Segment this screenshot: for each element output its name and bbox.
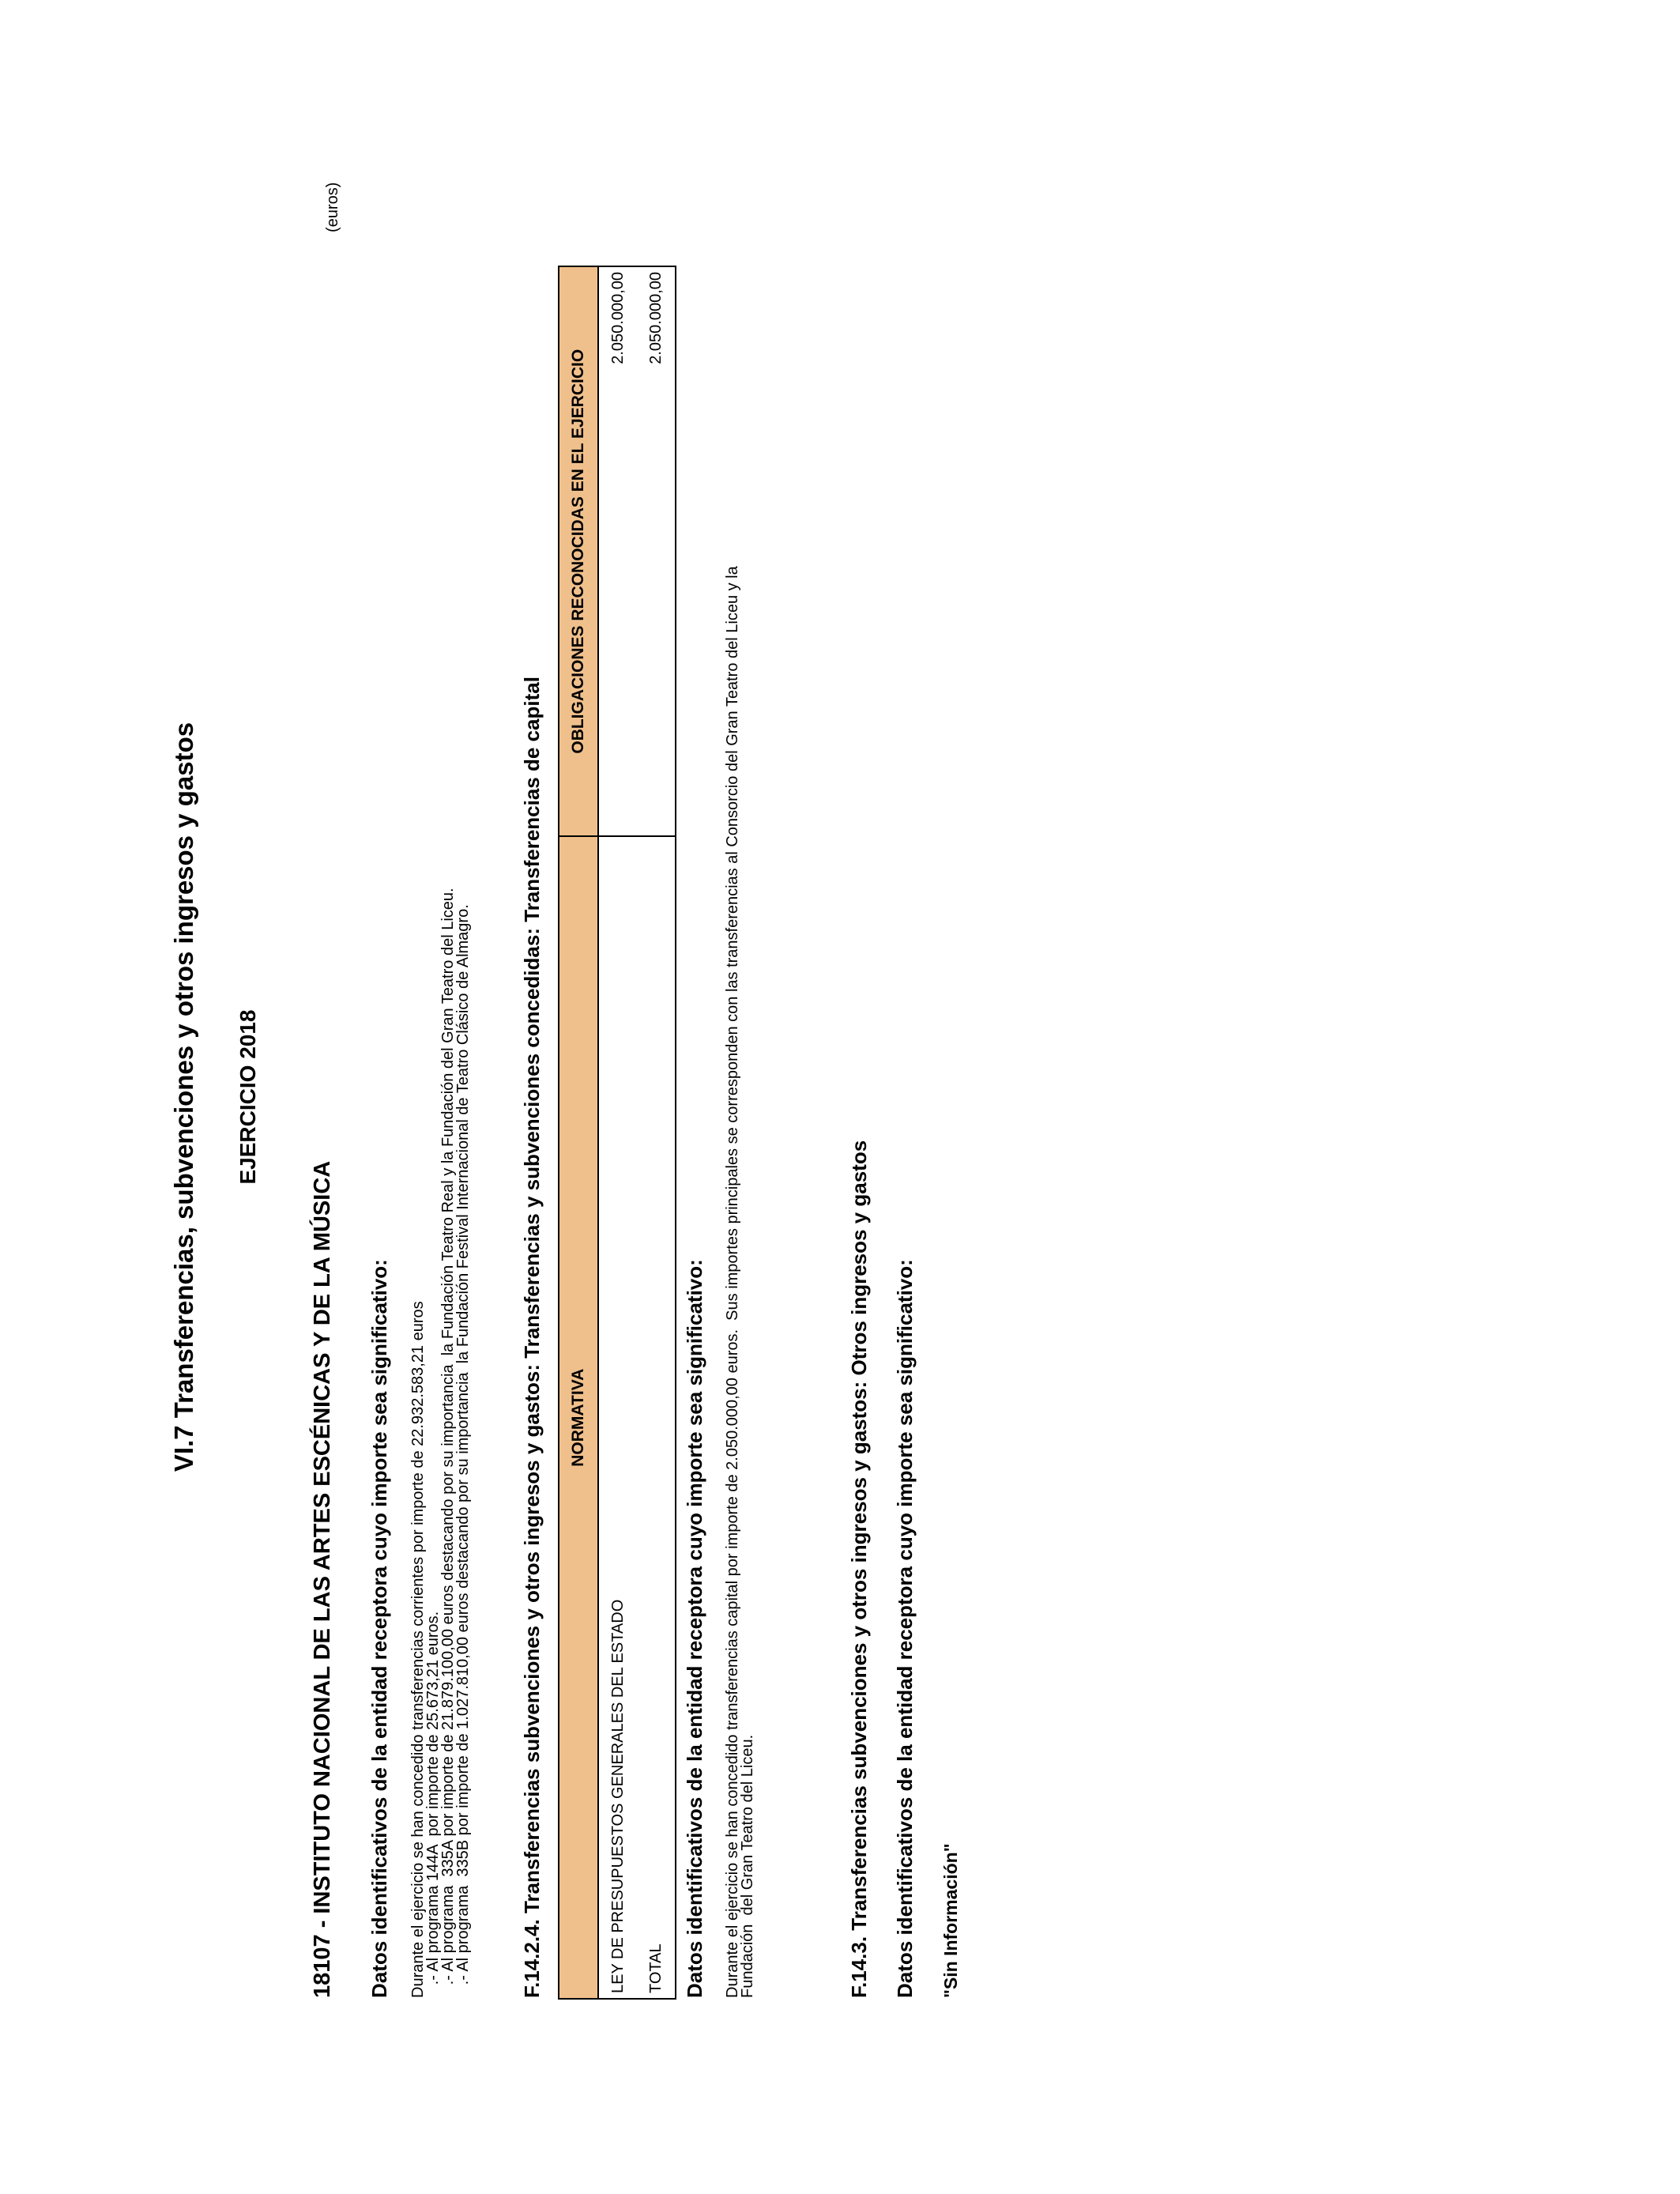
- current-transfers-line-4: .- Al programa 335B por importe de 1.027.810,00 euros destacando por su importancia la Fundación Festival Internacional de Teatro Clásico de Almagro.: [454, 904, 472, 1998]
- capital-transfers-table: [558, 266, 676, 2000]
- entity-name: 18107 - INSTITUTO NACIONAL DE LAS ARTES ESCÉNICAS Y DE LA MÚSICA: [310, 1160, 335, 1998]
- cell-normativa-total: TOTAL: [637, 836, 676, 1999]
- cell-obligaciones: 2.050.000,00: [598, 266, 637, 836]
- capital-transfers-receptor-heading: Datos identificativos de la entidad receptora cuyo importe sea significativo:: [683, 1259, 706, 1998]
- current-transfers-receptor-heading: Datos identificativos de la entidad receptora cuyo importe sea significativo:: [367, 1259, 391, 1998]
- cell-normativa: LEY DE PRESUPUESTOS GENERALES DEL ESTADO: [598, 836, 637, 1999]
- other-income-receptor-heading: Datos identificativos de la entidad receptora cuyo importe sea significativo:: [893, 1259, 917, 1998]
- current-transfers-line-3: .- Al programa 335A por importe de 21.879.100,00 euros destacando por su importancia la Fundación Teatro Real y la Fundación del Gran Teatro del Liceu.: [439, 888, 457, 1998]
- table-row: [598, 266, 637, 1999]
- column-header-obligaciones: OBLIGACIONES RECONOCIDAS EN EL EJERCICIO: [559, 266, 598, 836]
- current-transfers-line-1: Durante el ejercicio se han concedido transferencias corrientes por importe de 22.932.583,21 euros: [409, 1301, 427, 1998]
- table-row-total: [637, 266, 676, 1999]
- capital-transfers-line-2: Fundación del Gran Teatro del Liceu.: [739, 1734, 756, 1998]
- fiscal-year: EJERCICIO 2018: [235, 1009, 260, 1185]
- column-header-normativa: NORMATIVA: [559, 836, 598, 1999]
- no-information-note: "Sin Información": [940, 1843, 961, 1998]
- other-income-heading: F.14.3. Transferencias subvenciones y otros ingresos y gastos: Otros ingresos y gastos: [847, 1140, 871, 1998]
- currency-units: (euros): [324, 182, 341, 232]
- page-title: VI.7 Transferencias, subvenciones y otros ingresos y gastos: [169, 722, 198, 1472]
- current-transfers-line-2: .- Al programa 144A por importe de 25.673,21 euros.: [424, 1611, 442, 1998]
- table-header-row: [559, 266, 598, 1999]
- cell-obligaciones-total: 2.050.000,00: [637, 266, 676, 836]
- capital-transfers-line-1: Durante el ejercicio se han concedido transferencias capital por importe de 2.050.000,00 euros. Sus importes principales se corresponden con las transferencias al Consorcio del Gran Teatro del Liceu y la: [724, 566, 741, 1998]
- capital-transfers-heading: F.14.2.4. Transferencias subvenciones y otros ingresos y gastos: Transferencias y subvenciones concedidas: Transferencias de capital: [520, 677, 544, 1998]
